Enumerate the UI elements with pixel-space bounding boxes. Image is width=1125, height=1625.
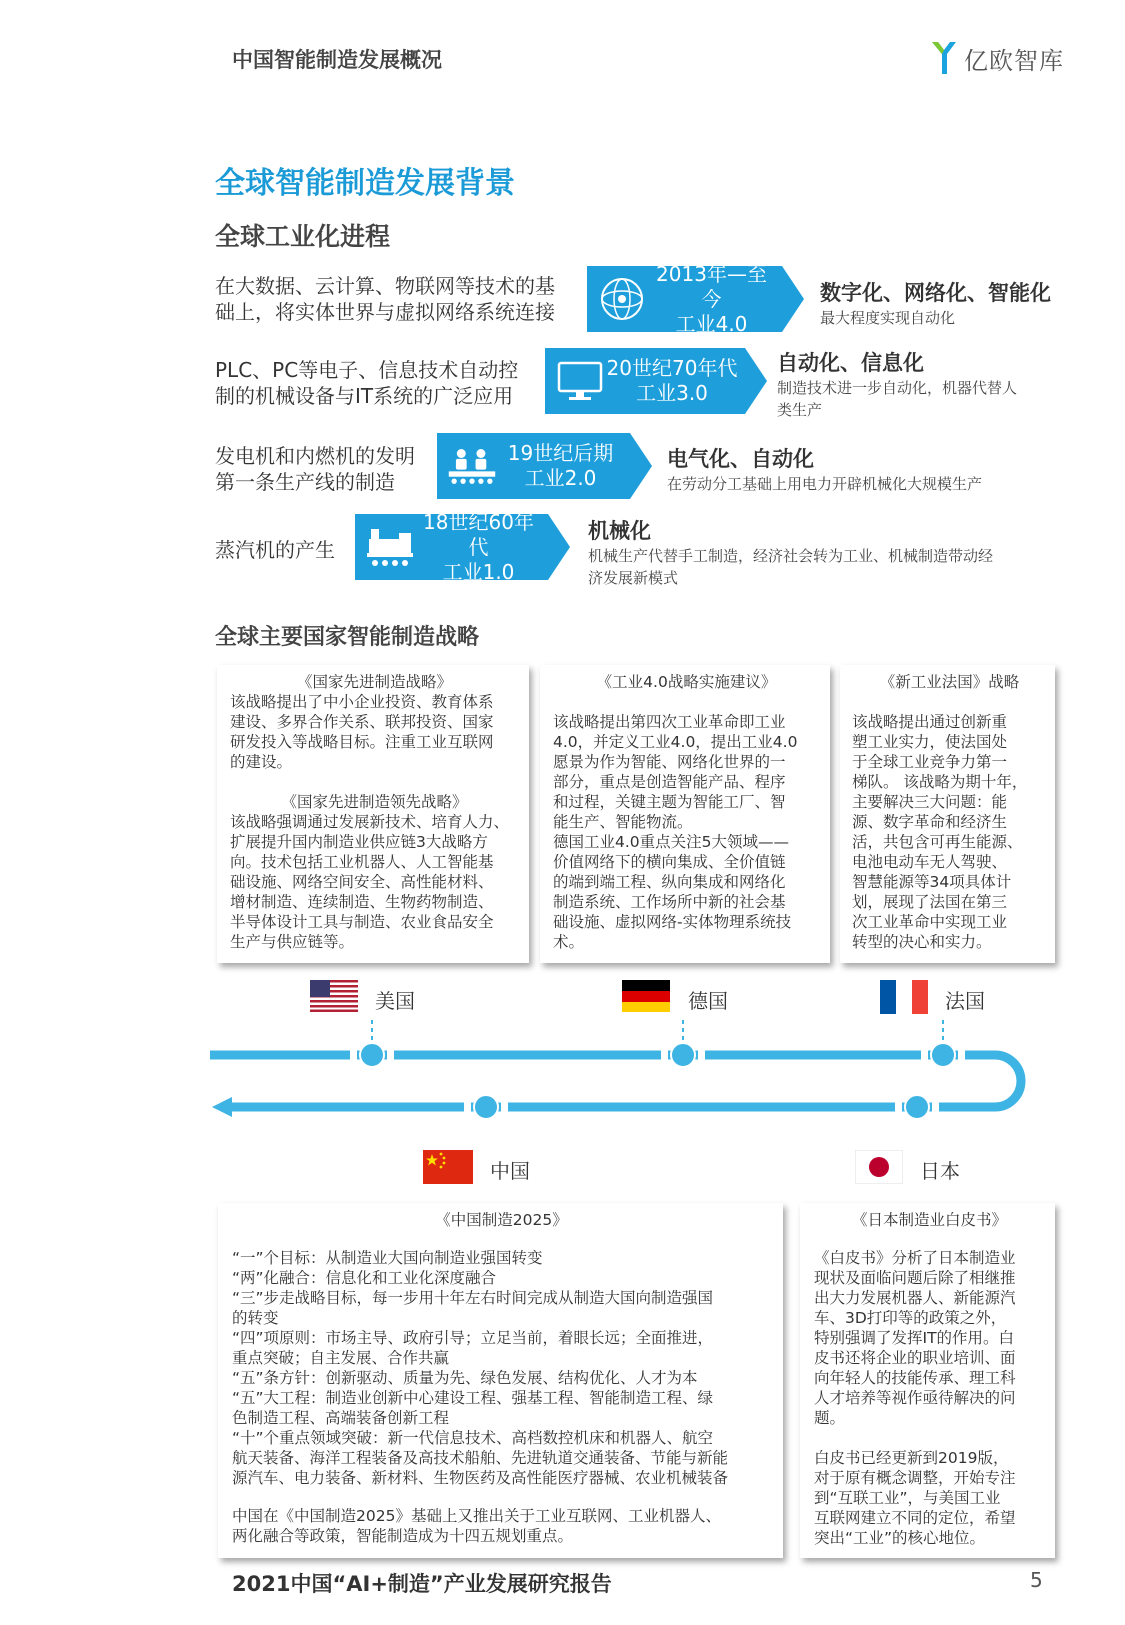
germany-text-line: 德国工业4.0重点关注5大领域—— xyxy=(553,833,790,851)
usa-text-line: 建设、多界合作关系、联邦投资、国家 xyxy=(230,713,494,731)
china-text-line: 中国在《中国制造2025》基础上又推出关于工业互联网、工业机器人、 xyxy=(232,1507,721,1525)
france-text-line: 主要解决三大问题：能 xyxy=(852,793,1008,811)
germany-strategy-title: 《工业4.0战略实施建议》 xyxy=(596,673,777,691)
usa-strategy-title-1: 《国家先进制造战略》 xyxy=(296,673,452,691)
stage-arrow xyxy=(548,514,570,580)
japan-text-line: 互联网建立不同的定位，希望 xyxy=(814,1509,1016,1527)
japan-strategy-title: 《日本制造业白皮书》 xyxy=(851,1211,1007,1229)
stage-2-label xyxy=(497,441,630,491)
stage-2-left-text xyxy=(215,443,415,495)
computer-monitor-icon xyxy=(555,356,605,406)
germany-text-line: 制造系统、工作场所中新的社会基 xyxy=(553,893,786,911)
germany-label: 德国 xyxy=(688,989,728,1013)
usa-text-line: 增材制造、连续制造、生物药物制造、 xyxy=(230,893,494,911)
usa-flag-icon xyxy=(310,980,358,1012)
stage-1-right xyxy=(588,515,1068,589)
usa-text-line: 生产与供应链等。 xyxy=(230,933,355,951)
germany-text-line: 4.0，并定义工业4.0，提出工业4.0 xyxy=(553,733,798,751)
usa-text-line: 半导体设计工具与制造、农业食品安全 xyxy=(230,913,494,931)
stage-industry-2 xyxy=(437,433,630,499)
usa-text-line: 研发投入等战略目标。注重工业互联网 xyxy=(230,733,494,751)
usa-strategy-box xyxy=(217,665,529,963)
stage-industry-4 xyxy=(587,261,782,336)
germany-text-line: 的端到端工程、纵向集成和网络化 xyxy=(553,873,786,891)
stage-1-right-desc: 机械生产代替手工制造，经济社会转为工业、机械制造带动经 xyxy=(588,547,994,565)
france-text-line: 活，共包含可再生能源、 xyxy=(852,833,1023,851)
brand-logo xyxy=(930,38,1064,78)
japan-text-line: 白皮书已经更新到2019版， xyxy=(814,1449,1009,1467)
france-text-line: 梯队。 该战略为期十年， xyxy=(852,773,1028,791)
logo-mark-icon xyxy=(930,40,958,76)
usa-text-line: 该战略提出了中小企业投资、教育体系 xyxy=(230,693,494,711)
stage-arrow xyxy=(745,348,767,414)
stage-4-right-title: 数字化、网络化、智能化 xyxy=(820,281,1051,305)
japan-strategy-box xyxy=(800,1203,1055,1558)
france-text-line: 智慧能源等34项具体计 xyxy=(852,873,1012,891)
japan-text-line: 向年轻人的技能传承、理工科 xyxy=(814,1369,1016,1387)
germany-text-line: 价值网络下的横向集成、全价值链 xyxy=(553,853,786,871)
stage-4-left-text xyxy=(215,273,555,325)
stage-3-label xyxy=(605,356,745,406)
france-text-line: 源、数字革命和经济生 xyxy=(852,813,1008,831)
japan-text-line: 皮书还将企业的职业培训、面 xyxy=(814,1349,1016,1367)
stage-3-left-line: PLC、PC等电子、信息技术自动控 xyxy=(215,358,519,382)
stage-arrow xyxy=(782,266,804,332)
strategy-subtitle: 全球主要国家智能制造战略 xyxy=(215,625,480,650)
stage-4-left-line: 础上，将实体世界与虚拟网络系统连接 xyxy=(215,300,555,324)
usa-text-line: 础设施、网络空间安全、高性能材料、 xyxy=(230,873,494,891)
china-text-line: “三”步走战略目标，每一步用十年左右时间完成从制造大国向制造强国 xyxy=(232,1289,714,1307)
germany-text-line: 术。 xyxy=(553,933,585,951)
japan-text-line: 出大力发展机器人、新能源汽 xyxy=(814,1289,1016,1307)
stage-4-period: 2013年—至今 xyxy=(656,261,767,311)
stage-4-name: 工业4.0 xyxy=(675,311,748,336)
stage-3-right-desc: 制造技术进一步自动化，机器代替人 xyxy=(777,379,1018,397)
stage-3-left-text xyxy=(215,357,518,409)
china-text-line: “一”个目标：从制造业大国向制造业强国转变 xyxy=(232,1249,543,1267)
france-text-line: 塑工业实力，使法国处 xyxy=(852,733,1008,751)
stage-arrow xyxy=(630,433,652,499)
china-text-line: 航天装备、海洋工程装备及高技术船舶、先进轨道交通装备、节能与新能 xyxy=(232,1449,729,1467)
stage-4-label xyxy=(647,262,782,337)
france-text-line: 电池电动车无人驾驶、 xyxy=(852,853,1008,871)
france-text-line: 划，展现了法国在第三 xyxy=(852,893,1008,911)
stage-4-left-line: 在大数据、云计算、物联网等技术的基 xyxy=(215,274,555,298)
stage-3-right xyxy=(777,347,1067,421)
china-text-line: 源汽车、电力装备、新材料、生物医药及高性能医疗器械、农业机械装备 xyxy=(232,1469,729,1487)
china-text-line: “十”个重点领域突破：新一代信息技术、高档数控机床和机器人、航空 xyxy=(232,1429,714,1447)
china-text-line: 色制造工程、高端装备创新工程 xyxy=(232,1409,450,1427)
stage-industry-1 xyxy=(355,509,548,584)
japan-text-line: 车、3D打印等的政策之外， xyxy=(814,1309,1007,1327)
usa-label: 美国 xyxy=(375,989,415,1013)
germany-strategy-box xyxy=(540,665,830,963)
france-text-line: 于全球工业竞争力第一 xyxy=(852,753,1008,771)
stage-2-right-desc: 在劳动分工基础上用电力开辟机械化大规模生产 xyxy=(667,475,983,493)
germany-text-line: 能生产、智能物流。 xyxy=(553,813,693,831)
stage-1-right-desc: 济发展新模式 xyxy=(588,569,679,587)
stage-1-right-title: 机械化 xyxy=(588,519,651,543)
germany-flag-icon xyxy=(622,980,670,1012)
stage-1-period: 18世纪60年代 xyxy=(423,509,534,559)
stage-3-name: 工业3.0 xyxy=(636,381,708,405)
japan-text-line: 题。 xyxy=(814,1409,846,1427)
china-text-line: 的转变 xyxy=(232,1309,279,1327)
stage-1-left-line: 蒸汽机的产生 xyxy=(215,538,335,562)
japan-flag-icon xyxy=(855,1150,903,1184)
usa-text-line: 的建设。 xyxy=(230,753,293,771)
germany-text-line: 础设施、虚拟网络-实体物理系统技 xyxy=(553,913,792,931)
industrialization-subtitle: 全球工业化进程 xyxy=(215,222,391,251)
china-strategy-title: 《中国制造2025》 xyxy=(435,1211,568,1229)
stage-2-right xyxy=(667,443,982,495)
japan-text-line: 人才培养等视作亟待解决的问 xyxy=(814,1389,1016,1407)
japan-text-line: 突出“工业”的核心地位。 xyxy=(814,1529,986,1547)
stage-2-period: 19世纪后期 xyxy=(507,441,614,465)
stage-3-right-desc: 类生产 xyxy=(777,401,823,419)
france-text-line: 该战略提出通过创新重 xyxy=(852,713,1008,731)
page-number: 5 xyxy=(1030,1568,1043,1592)
japan-text-line: 对于原有概念调整，开始专注 xyxy=(814,1469,1016,1487)
france-label: 法国 xyxy=(945,989,985,1013)
stage-2-right-title: 电气化、自动化 xyxy=(667,447,814,471)
stage-1-name: 工业1.0 xyxy=(442,559,515,584)
stage-1-label xyxy=(415,510,548,585)
stage-3-right-title: 自动化、信息化 xyxy=(777,351,924,375)
stage-3-period: 20世纪70年代 xyxy=(606,356,738,380)
stage-3-left-line: 制的机械设备与IT系统的广泛应用 xyxy=(215,384,514,408)
japan-text-line: 现状及面临问题后除了相继推 xyxy=(814,1269,1016,1287)
japan-label: 日本 xyxy=(920,1159,960,1183)
france-strategy-title: 《新工业法国》战略 xyxy=(879,673,1020,691)
france-strategy-box xyxy=(840,665,1055,963)
china-strategy-box xyxy=(218,1203,783,1558)
stage-2-left-line: 发电机和内燃机的发明 xyxy=(215,444,415,468)
usa-strategy-title-2: 《国家先进制造领先战略》 xyxy=(281,793,468,811)
japan-text-line: 特别强调了发挥IT的作用。白 xyxy=(814,1329,1015,1347)
france-text-line: 次工业革命中实现工业 xyxy=(852,913,1008,931)
logo-text: 亿欧智库 xyxy=(964,46,1064,75)
japan-text-line: 《白皮书》分析了日本制造业 xyxy=(814,1249,1016,1267)
section-title: 全球智能制造发展背景 xyxy=(215,166,515,201)
stage-1-left-text xyxy=(215,537,335,563)
footer-title: 2021中国“AI+制造”产业发展研究报告 xyxy=(232,1572,612,1596)
steam-train-icon xyxy=(365,522,415,572)
france-flag-icon xyxy=(880,980,928,1014)
germany-text-line: 和过程，关键主题为智能工厂、智 xyxy=(553,793,786,811)
china-text-line: “两”化融合：信息化和工业化深度融合 xyxy=(232,1269,497,1287)
china-label: 中国 xyxy=(490,1159,530,1183)
stage-industry-3 xyxy=(545,348,745,414)
china-flag-icon xyxy=(423,1150,473,1184)
stage-4-right xyxy=(820,277,1051,329)
japan-text-line: 到“互联工业”，与美国工业 xyxy=(814,1489,1001,1507)
china-text-line: “四”项原则：市场主导、政府引导；立足当前，着眼长远；全面推进， xyxy=(232,1329,714,1347)
usa-text-line: 该战略强调通过发展新技术、培育人力、 xyxy=(230,813,510,831)
france-text-line: 转型的决心和实力。 xyxy=(852,933,992,951)
germany-text-line: 该战略提出第四次工业革命即工业 xyxy=(553,713,786,731)
china-text-line: 重点突破；自主发展、合作共赢 xyxy=(232,1349,450,1367)
germany-text-line: 部分，重点是创造智能产品、程序 xyxy=(553,773,786,791)
network-circle-icon xyxy=(597,274,647,324)
china-text-line: 两化融合等政策，智能制造成为十四五规划重点。 xyxy=(232,1527,574,1545)
header-title: 中国智能制造发展概况 xyxy=(232,48,442,72)
stage-4-right-desc: 最大程度实现自动化 xyxy=(820,309,956,327)
china-text-line: “五”大工程：制造业创新中心建设工程、强基工程、智能制造工程、绿 xyxy=(232,1389,714,1407)
china-text-line: “五”条方针：创新驱动、质量为先、绿色发展、结构优化、人才为本 xyxy=(232,1369,698,1387)
assembly-line-workers-icon xyxy=(447,441,497,491)
country-timeline xyxy=(210,1015,1065,1125)
stage-2-name: 工业2.0 xyxy=(524,466,597,490)
usa-text-line: 扩展提升国内制造业供应链3大战略方 xyxy=(230,833,488,851)
stage-2-left-line: 第一条生产线的制造 xyxy=(215,470,395,494)
germany-text-line: 愿景为作为智能、网络化世界的一 xyxy=(553,753,786,771)
usa-text-line: 向。技术包括工业机器人、人工智能基 xyxy=(230,853,494,871)
